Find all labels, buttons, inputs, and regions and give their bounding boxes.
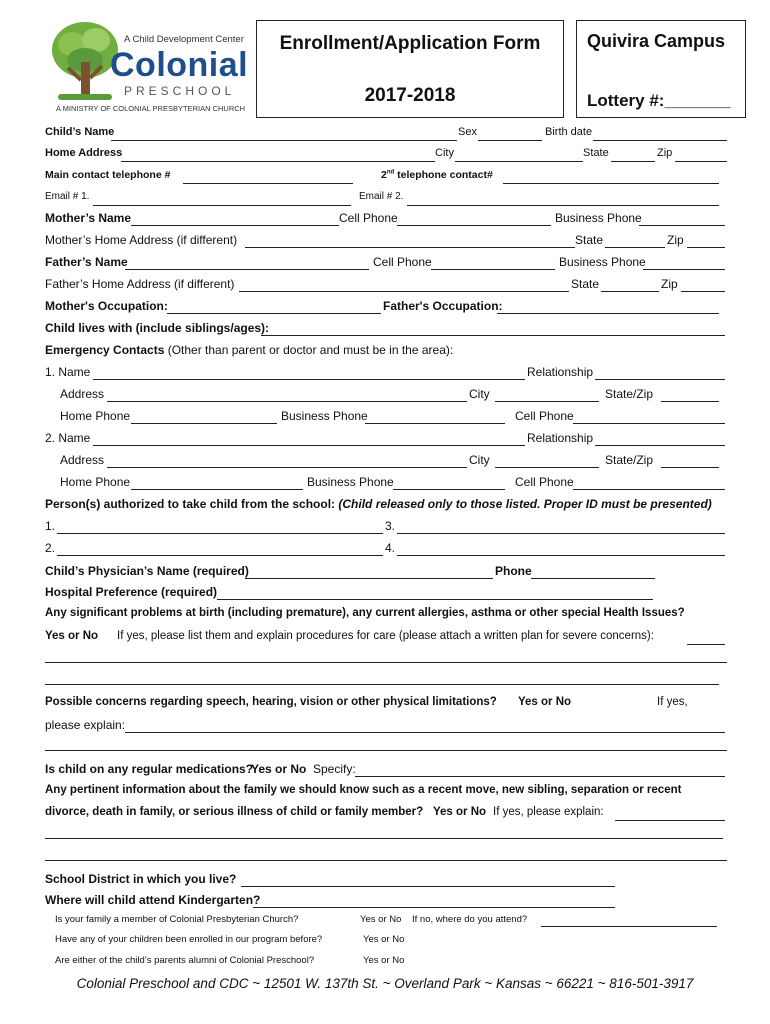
- label-physician-phone: Phone: [495, 564, 532, 578]
- lottery-number[interactable]: Lottery #:_______: [587, 91, 731, 110]
- label-main-contact: Main contact telephone #: [45, 169, 171, 181]
- mother-state-field[interactable]: [605, 247, 665, 248]
- concerns-line-2[interactable]: [45, 750, 727, 751]
- label-zip: Zip: [657, 147, 673, 159]
- label-please-explain: please explain:: [45, 718, 126, 732]
- row-member: [55, 914, 740, 932]
- label-fathers-occ: Father's Occupation:: [383, 299, 503, 313]
- label-fathers-home: Father’s Home Address (if different): [45, 277, 235, 291]
- campus-name: Quivira Campus: [587, 31, 726, 51]
- row-concerns: [45, 696, 730, 714]
- label-kindergarten: Where will child attend Kindergarten?: [45, 893, 261, 907]
- emergency2-address-field[interactable]: [107, 467, 467, 468]
- row-alumni: [55, 955, 740, 973]
- sex-field[interactable]: [478, 140, 542, 141]
- label-city: City: [435, 147, 454, 159]
- row-persons-2-4: [45, 541, 730, 559]
- row-child-lives: [45, 321, 730, 339]
- medications-specify-field[interactable]: [355, 776, 725, 777]
- label-emergency2-statezip: State/Zip: [605, 453, 654, 467]
- label-pertinent2: divorce, death in family, or serious illness of child or family member?: [45, 806, 424, 818]
- mothers-name-field[interactable]: [131, 225, 339, 226]
- emergency1-statezip-field[interactable]: [661, 401, 719, 402]
- label-fathers-name: Father’s Name: [45, 255, 128, 269]
- form-year: 2017-2018: [364, 85, 456, 106]
- hospital-field[interactable]: [217, 599, 653, 600]
- row-emergency1-address: [45, 387, 730, 405]
- label-pertinent1: Any pertinent information about the family we should know such as a recent move, new sibling, separation or recent: [45, 784, 682, 796]
- label-person4: 4.: [385, 541, 396, 555]
- main-contact-field[interactable]: [183, 183, 353, 184]
- label-email1: Email # 1.: [45, 191, 90, 202]
- label-emergency1-relationship: Relationship: [527, 365, 594, 379]
- family-explain-field[interactable]: [615, 820, 725, 821]
- label-second-contact-num: 2: [381, 169, 387, 181]
- label-person3: 3.: [385, 519, 396, 533]
- member-yes-no[interactable]: Yes or No: [360, 914, 402, 925]
- home-address-field[interactable]: [121, 161, 435, 162]
- label-mothers-name: Mother’s Name: [45, 211, 132, 225]
- label-medications: Is child on any regular medications?: [45, 762, 254, 776]
- emergency2-name-field[interactable]: [93, 445, 525, 446]
- row-occupations: [45, 299, 730, 317]
- label-concerns-if-yes: If yes,: [657, 696, 688, 708]
- emergency1-city-field[interactable]: [495, 401, 599, 402]
- label-childs-name: Child’s Name: [45, 126, 115, 138]
- label-emergency2-address: Address: [60, 453, 105, 467]
- form-title-box: [256, 20, 564, 118]
- row-significant: [45, 607, 730, 625]
- label-father-zip: Zip: [661, 277, 678, 291]
- label-specify: Specify:: [313, 762, 356, 776]
- school-district-field[interactable]: [241, 886, 615, 887]
- child-lives-field[interactable]: [261, 335, 725, 336]
- row-emails: [45, 191, 730, 209]
- concerns-yes-no[interactable]: Yes or No: [518, 696, 572, 708]
- row-school-district: [45, 872, 730, 890]
- label-mother-state: State: [575, 233, 604, 247]
- row-home-address: [45, 147, 730, 165]
- emergency1-home-field[interactable]: [131, 423, 277, 424]
- row-mothers-name: [45, 211, 730, 229]
- label-email2: Email # 2.: [359, 191, 404, 202]
- emergency2-cell-field[interactable]: [573, 489, 725, 490]
- family-line-3[interactable]: [45, 860, 727, 861]
- row-medications: [45, 762, 730, 780]
- emergency1-cell-field[interactable]: [573, 423, 725, 424]
- fathers-home-field[interactable]: [239, 291, 569, 292]
- row-hospital: [45, 585, 730, 603]
- emergency2-home-field[interactable]: [131, 489, 303, 490]
- health-line-2[interactable]: [45, 684, 719, 685]
- row-emergency2-phones: [45, 475, 730, 493]
- footer-address: Colonial Preschool and CDC ~ 12501 W. 137th St. ~ Overland Park ~ Kansas ~ 66221 ~ 816-501-3917: [76, 976, 694, 991]
- kindergarten-field[interactable]: [253, 907, 615, 908]
- row-mothers-home: [45, 233, 730, 251]
- label-person2: 2.: [45, 541, 56, 555]
- health-explain-field[interactable]: [687, 644, 725, 645]
- member-where-field[interactable]: [541, 926, 717, 927]
- row-fathers-name: [45, 255, 730, 273]
- mother-cell-field[interactable]: [397, 225, 551, 226]
- birthdate-field[interactable]: [593, 140, 727, 141]
- physician-phone-field[interactable]: [531, 578, 655, 579]
- emergency2-business-field[interactable]: [393, 489, 505, 490]
- row-fathers-home: [45, 277, 730, 295]
- father-zip-field[interactable]: [681, 291, 725, 292]
- second-contact-field[interactable]: [503, 183, 719, 184]
- mothers-occ-field[interactable]: [167, 313, 381, 314]
- label-second-contact-sup: nd: [386, 169, 395, 176]
- person2-field[interactable]: [57, 555, 383, 556]
- label-emergency1-address: Address: [60, 387, 105, 401]
- row-pertinent-1: [45, 784, 730, 802]
- label-enrolled-q: Have any of your children been enrolled in our program before?: [55, 934, 323, 945]
- label-hospital: Hospital Preference (required): [45, 585, 218, 599]
- logo-tagline: A Child Development Center: [124, 34, 244, 45]
- emergency2-relationship-field[interactable]: [595, 445, 725, 446]
- label-father-state: State: [571, 277, 600, 291]
- logo-name: Colonial: [110, 46, 249, 84]
- mother-zip-field[interactable]: [687, 247, 725, 248]
- label-member-where: If no, where do you attend?: [412, 914, 528, 925]
- city-field[interactable]: [455, 161, 583, 162]
- label-persons-bold: Person(s) authorized to take child from the school:: [45, 497, 339, 511]
- row-enrolled: [55, 934, 740, 952]
- label-home-address: Home Address: [45, 147, 123, 159]
- row-physician: [45, 564, 730, 582]
- label-birthdate: Birth date: [545, 126, 593, 138]
- label-emergency1-cell: Cell Phone: [515, 409, 574, 423]
- label-physician: Child’s Physician’s Name (required): [45, 564, 249, 578]
- label-member-q: Is your family a member of Colonial Presbyterian Church?: [55, 914, 299, 925]
- label-mothers-occ: Mother's Occupation:: [45, 299, 168, 313]
- emergency2-statezip-field[interactable]: [661, 467, 719, 468]
- medications-yes-no[interactable]: Yes or No: [251, 762, 307, 776]
- row-contact-phones: [45, 169, 730, 187]
- label-father-cell: Cell Phone: [373, 255, 432, 269]
- family-line-2[interactable]: [45, 838, 723, 839]
- campus-box: [576, 20, 746, 118]
- person3-field[interactable]: [397, 533, 725, 534]
- enrolled-yes-no[interactable]: Yes or No: [363, 934, 405, 945]
- health-line-1[interactable]: [45, 662, 727, 663]
- label-mother-business: Business Phone: [555, 211, 642, 225]
- label-emergency1-name: 1. Name: [45, 365, 91, 379]
- health-yes-no[interactable]: Yes or No: [45, 630, 99, 642]
- label-emergency2-city: City: [469, 453, 490, 467]
- father-cell-field[interactable]: [431, 269, 555, 270]
- label-emergency2-relationship: Relationship: [527, 431, 594, 445]
- row-please-explain: [45, 718, 730, 736]
- label-emergency1-statezip: State/Zip: [605, 387, 654, 401]
- label-emergency-rest: (Other than parent or doctor and must be in the area):: [164, 343, 454, 357]
- label-child-lives: Child lives with (include siblings/ages):: [45, 321, 270, 335]
- physician-field[interactable]: [245, 578, 493, 579]
- label-second-contact: telephone contact#: [394, 169, 493, 181]
- label-emergency2-cell: Cell Phone: [515, 475, 574, 489]
- row-emergency1-name: [45, 365, 730, 383]
- fathers-occ-field[interactable]: [497, 313, 719, 314]
- childs-name-field[interactable]: [111, 140, 457, 141]
- row-emergency2-address: [45, 453, 730, 471]
- label-family-explain: If yes, please explain:: [493, 806, 604, 818]
- form-title: Enrollment/Application Form: [279, 33, 541, 54]
- row-persons-heading: [45, 497, 730, 515]
- father-state-field[interactable]: [601, 291, 659, 292]
- label-concerns: Possible concerns regarding speech, hearing, vision or other physical limitations?: [45, 696, 497, 708]
- person1-field[interactable]: [57, 533, 383, 534]
- logo-sub: PRESCHOOL: [124, 84, 236, 98]
- state-field[interactable]: [611, 161, 655, 162]
- emergency1-address-field[interactable]: [107, 401, 467, 402]
- mothers-home-field[interactable]: [245, 247, 575, 248]
- row-health-yes-no: [45, 630, 730, 648]
- emergency2-city-field[interactable]: [495, 467, 599, 468]
- label-emergency1-home: Home Phone: [60, 409, 131, 423]
- label-emergency-bold: Emergency Contacts: [45, 343, 165, 357]
- fathers-name-field[interactable]: [125, 269, 369, 270]
- emergency1-name-field[interactable]: [93, 379, 525, 380]
- row-childs-name: [45, 126, 730, 144]
- label-mother-cell: Cell Phone: [339, 211, 398, 225]
- label-mother-zip: Zip: [667, 233, 684, 247]
- label-school-district: School District in which you live?: [45, 872, 237, 886]
- label-emergency1-city: City: [469, 387, 490, 401]
- label-significant: Any significant problems at birth (including premature), any current allergies, asthma or other special Health Issues?: [45, 607, 685, 619]
- label-emergency2-business: Business Phone: [307, 475, 394, 489]
- row-pertinent-2: [45, 806, 730, 824]
- zip-field[interactable]: [675, 161, 727, 162]
- person4-field[interactable]: [397, 555, 725, 556]
- colonial-preschool-logo: [50, 16, 250, 120]
- label-father-business: Business Phone: [559, 255, 646, 269]
- logo-ministry: A MINISTRY OF COLONIAL PRESBYTERIAN CHURCH: [56, 104, 246, 113]
- alumni-yes-no[interactable]: Yes or No: [363, 955, 405, 966]
- label-emergency2-home: Home Phone: [60, 475, 131, 489]
- row-emergency-heading: [45, 343, 730, 361]
- row-emergency2-name: [45, 431, 730, 449]
- row-persons-1-3: [45, 519, 730, 537]
- emergency1-business-field[interactable]: [365, 423, 505, 424]
- label-mothers-home: Mother’s Home Address (if different): [45, 233, 238, 247]
- father-business-field[interactable]: [643, 269, 725, 270]
- emergency1-relationship-field[interactable]: [595, 379, 725, 380]
- concerns-explain-field[interactable]: [125, 732, 725, 733]
- label-sex: Sex: [458, 126, 477, 138]
- email1-field[interactable]: [93, 205, 351, 206]
- family-yes-no[interactable]: Yes or No: [433, 806, 487, 818]
- label-alumni-q: Are either of the child’s parents alumni of Colonial Preschool?: [55, 955, 315, 966]
- row-kindergarten: [45, 893, 730, 911]
- label-person1: 1.: [45, 519, 56, 533]
- label-emergency2-name: 2. Name: [45, 431, 91, 445]
- label-if-yes-list: If yes, please list them and explain procedures for care (please attach a written plan for severe concerns):: [117, 630, 654, 642]
- mother-business-field[interactable]: [639, 225, 725, 226]
- label-state: State: [583, 147, 609, 159]
- label-emergency1-business: Business Phone: [281, 409, 368, 423]
- email2-field[interactable]: [407, 205, 719, 206]
- label-persons-ital: (Child released only to those listed. Proper ID must be presented): [338, 497, 712, 511]
- row-emergency1-phones: [45, 409, 730, 427]
